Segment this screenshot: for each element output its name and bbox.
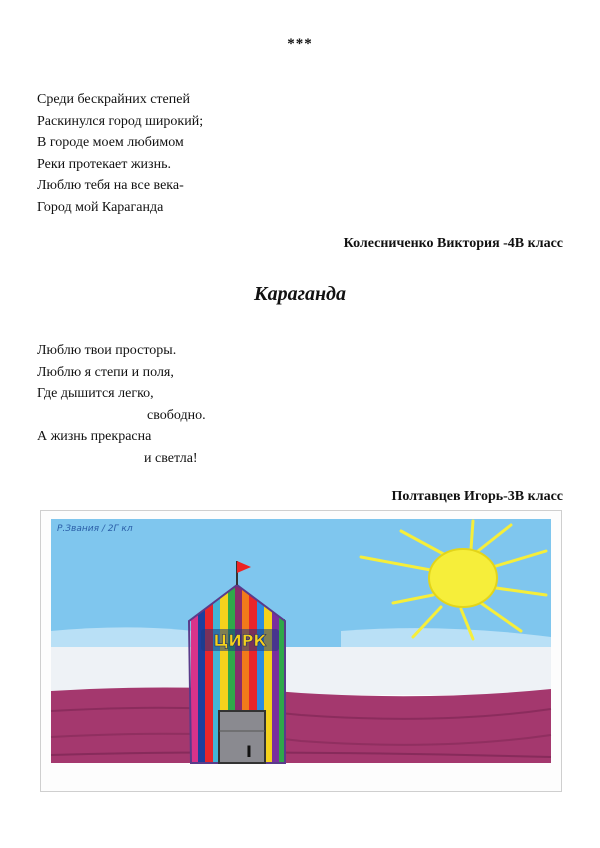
poem-line: свободно.: [147, 407, 206, 423]
child-drawing-circus: [40, 510, 562, 792]
poem-line: В городе моем любимом: [37, 135, 184, 151]
poem-untitled: [37, 89, 203, 219]
poem-line: и светла!: [144, 450, 198, 466]
section-separator: ***: [287, 36, 313, 52]
poem-line: А жизнь прекрасна: [37, 429, 152, 445]
horizon: [51, 647, 551, 695]
circus-door: [219, 711, 265, 763]
poem-line: Люблю твои просторы.: [37, 343, 177, 358]
door-mark: I: [246, 742, 252, 761]
circus-drawing-svg: [41, 511, 561, 791]
poem-line: Люблю я степи и поля,: [37, 364, 174, 380]
poem-line: Город мой Караганда: [37, 199, 164, 215]
poem-line: Раскинулся город широкий;: [37, 113, 204, 129]
poem-title: Караганда: [254, 283, 346, 305]
ground: [51, 687, 551, 763]
poem-line: Где дышится легко,: [37, 386, 154, 402]
poem-line: Люблю тебя на все века-: [37, 178, 184, 194]
poem-line: Реки протекает жизнь.: [37, 156, 171, 172]
poem-karaganda: [37, 340, 206, 470]
poem-line: Среди бескрайних степей: [37, 92, 190, 107]
artist-signature: Р.Звания / 2Г кл: [57, 524, 133, 534]
poem-author: Полтавцев Игорь-3В класс: [391, 489, 563, 504]
circus-sign: ЦИРК: [213, 631, 267, 650]
poem-author: Колесниченко Виктория -4В класс: [343, 236, 563, 251]
